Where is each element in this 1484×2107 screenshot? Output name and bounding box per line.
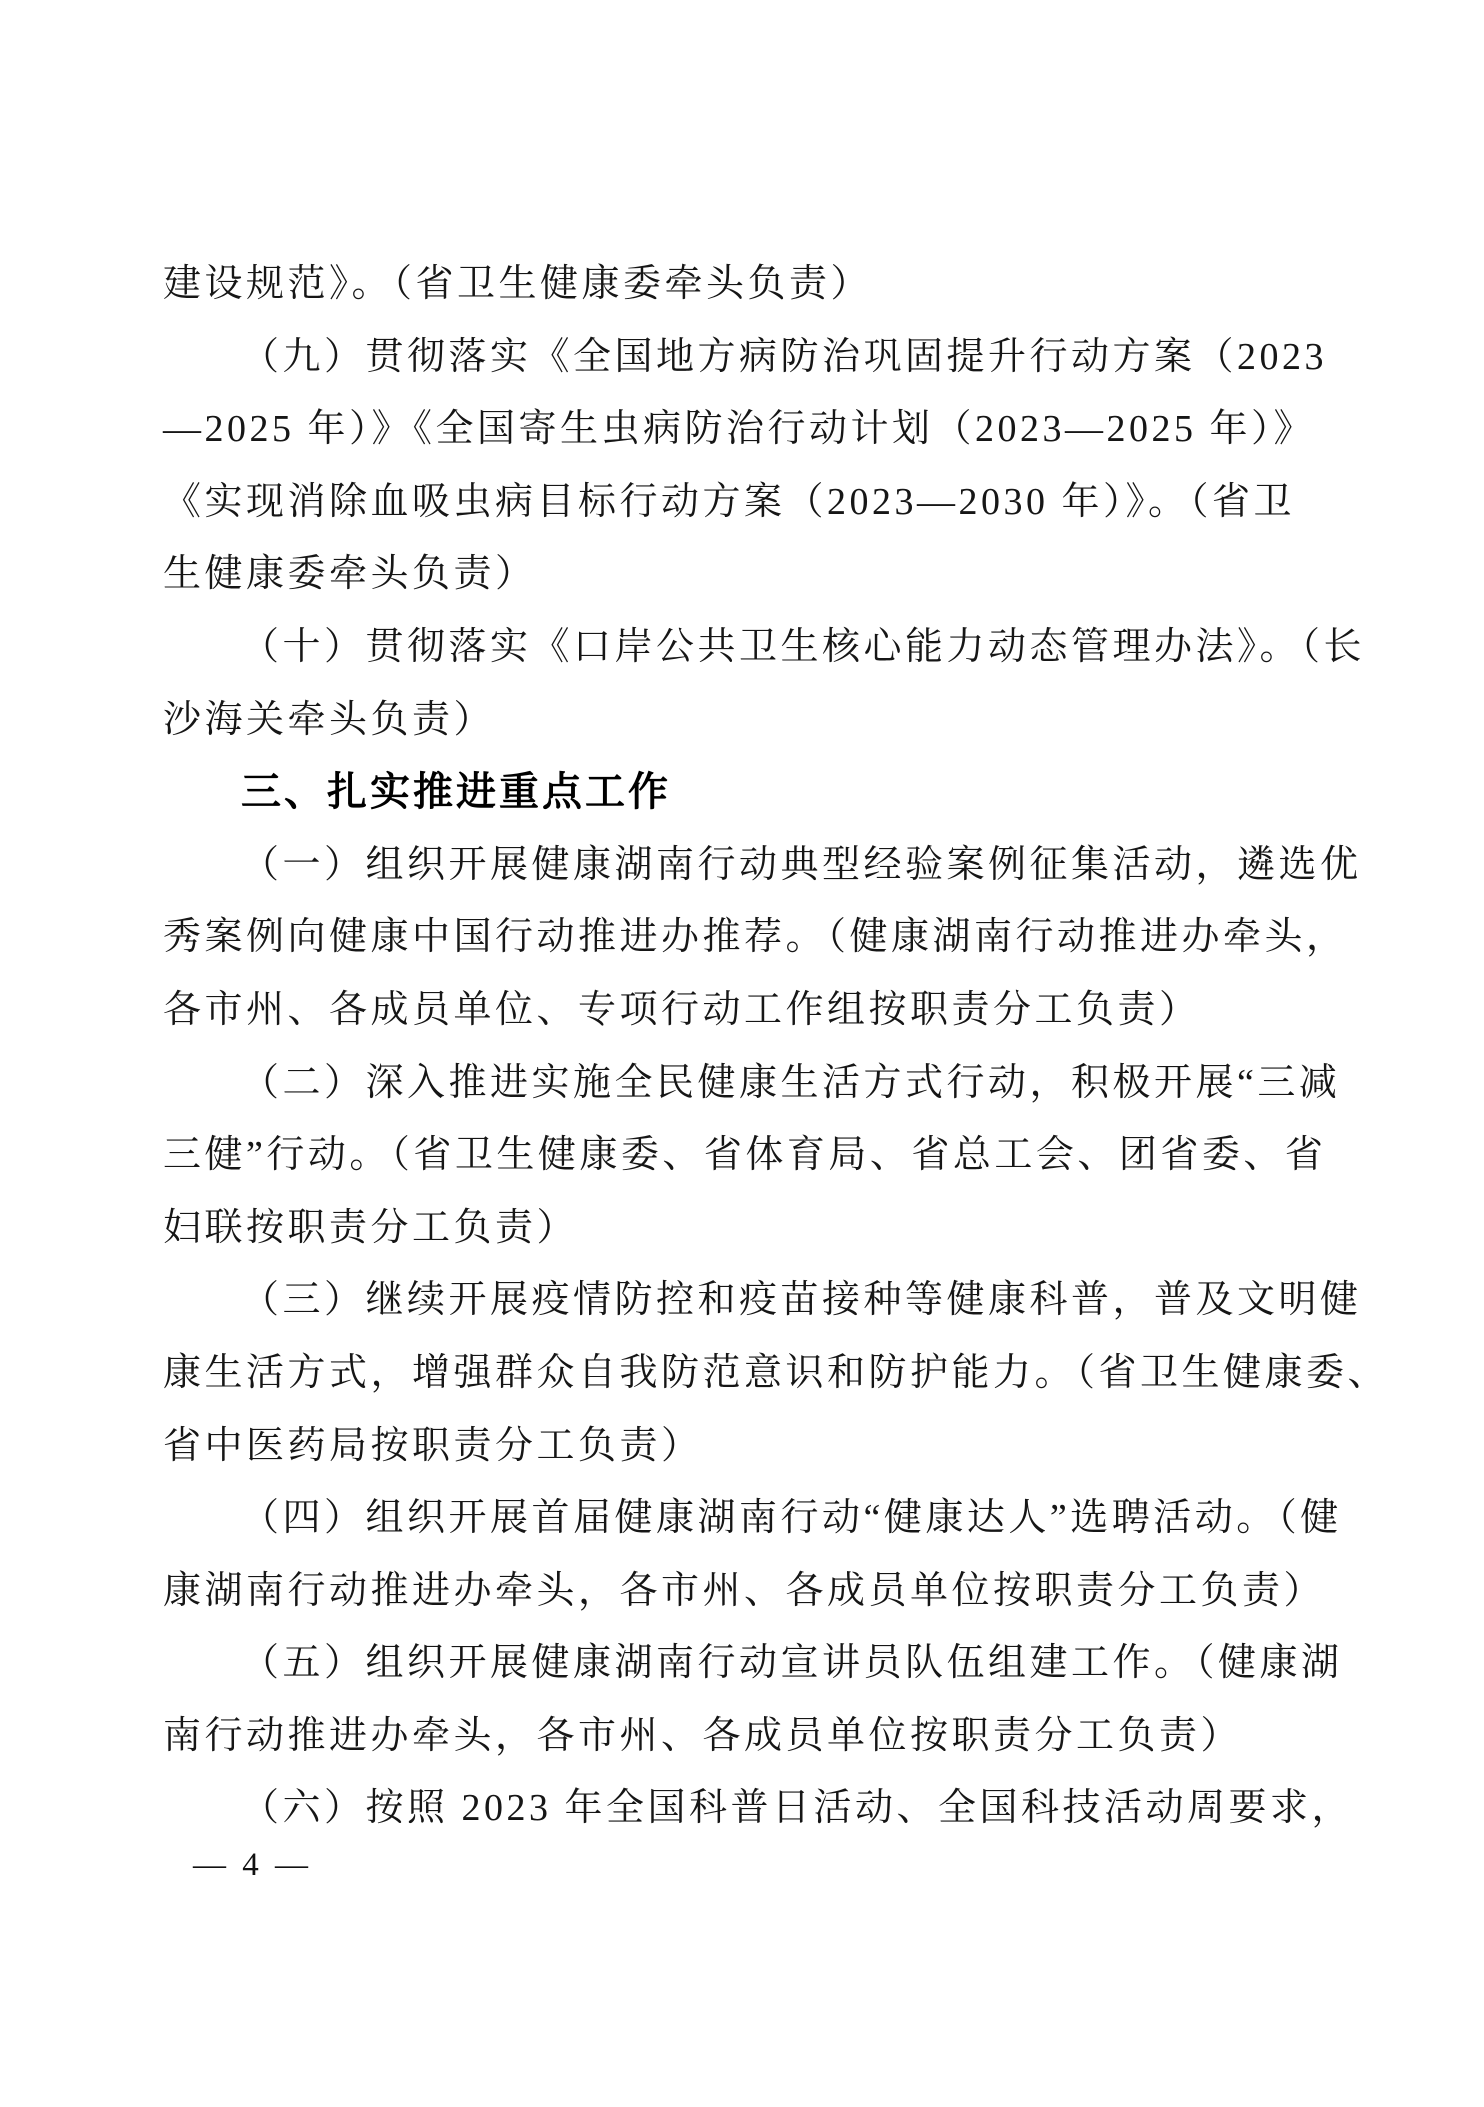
- text-line: 秀案例向健康中国行动推进办推荐。（健康湖南行动推进办牵头，: [163, 916, 1348, 959]
- text-line: 建设规范》。（省卫生健康委牵头负责）: [163, 263, 873, 305]
- text-line: 沙海关牵头负责）: [163, 698, 496, 741]
- text-line: （三）继续开展疫情防控和疫苗接种等健康科普，普及文明健: [241, 1279, 1362, 1322]
- text-line: 省中医药局按职责分工负责）: [163, 1424, 703, 1467]
- text-line: 康湖南行动推进办牵头，各市州、各成员单位按职责分工负责）: [163, 1569, 1326, 1612]
- text-line: 三健”行动。（省卫生健康委、省体育局、省总工会、团省委、省: [163, 1134, 1327, 1177]
- text-line: （六）按照 2023 年全国科普日活动、全国科技活动周要求，: [241, 1787, 1354, 1830]
- text-line: 各市州、各成员单位、专项行动工作组按职责分工负责）: [163, 988, 1201, 1031]
- text-line: （四）组织开展首届健康湖南行动“健康达人”选聘活动。（健: [241, 1497, 1342, 1540]
- text-line: （五）组织开展健康湖南行动宣讲员队伍组建工作。（健康湖: [241, 1642, 1343, 1685]
- page-number: — 4 —: [193, 1847, 312, 1883]
- text-line: 生健康委牵头负责）: [163, 553, 537, 596]
- text-line: （一）组织开展健康湖南行动典型经验案例征集活动，遴选优: [241, 843, 1362, 886]
- document-body: [163, 248, 1390, 1845]
- text-line: （二）深入推进实施全民健康生活方式行动，积极开展“三减: [241, 1061, 1341, 1104]
- text-line: 妇联按职责分工负责）: [163, 1206, 579, 1249]
- text-line: 南行动推进办牵头，各市州、各成员单位按职责分工负责）: [163, 1714, 1243, 1757]
- text-line: —2025 年）》《全国寄生虫病防治行动计划（2023—2025 年）》: [163, 408, 1316, 451]
- text-line: 《实现消除血吸虫病目标行动方案（2023—2030 年）》。（省卫: [163, 480, 1296, 523]
- section-heading: 三、扎实推进重点工作: [241, 769, 671, 816]
- text-line: 康生活方式，增强群众自我防范意识和防护能力。（省卫生健康委、: [163, 1351, 1390, 1394]
- text-line: （九）贯彻落实《全国地方病防治巩固提升行动方案（2023: [241, 335, 1328, 378]
- text-line: （十）贯彻落实《口岸公共卫生核心能力动态管理办法》。（长: [241, 625, 1366, 668]
